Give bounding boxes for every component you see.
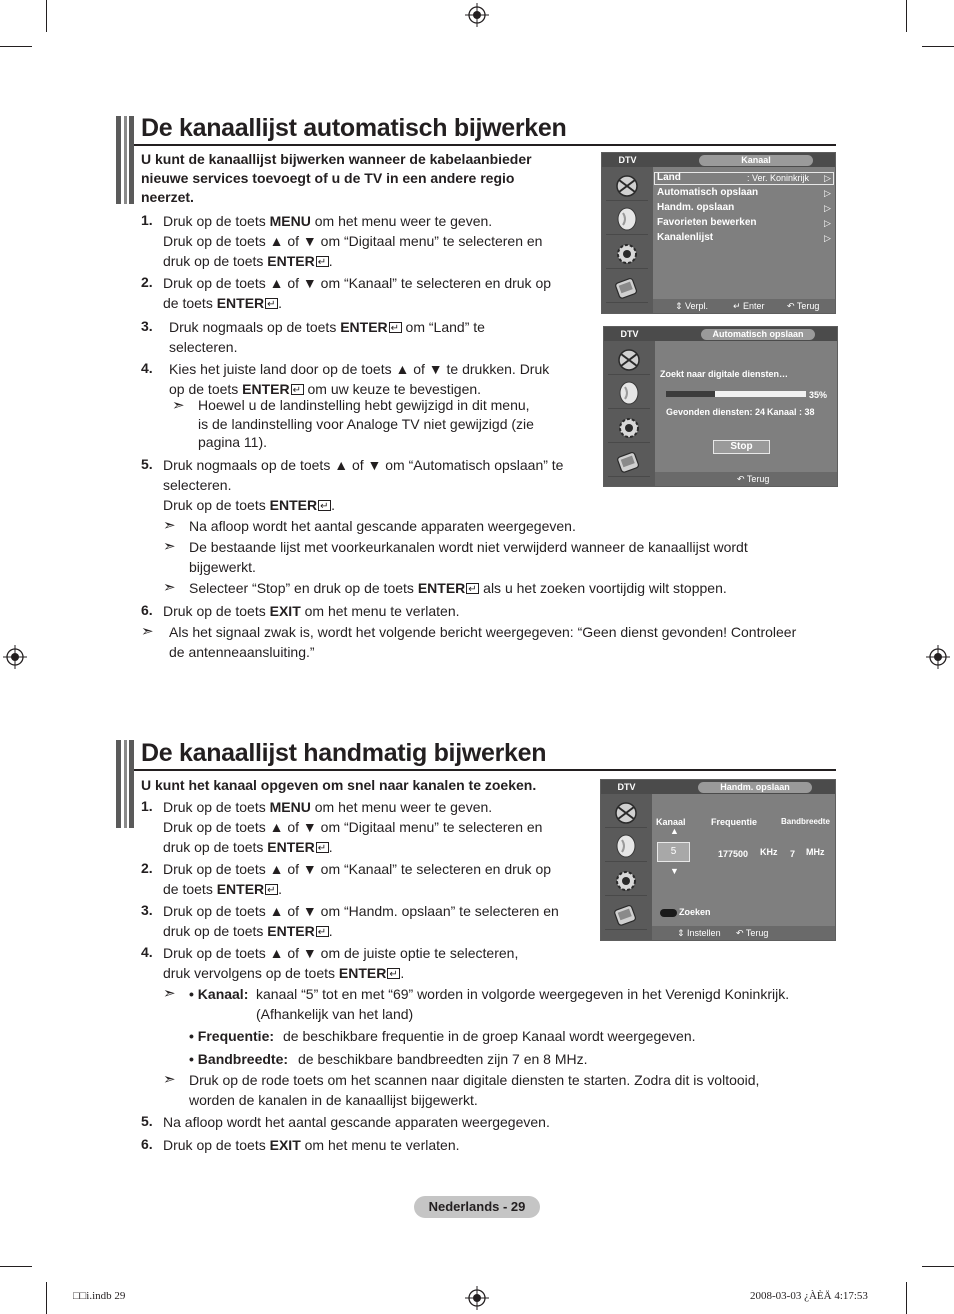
enter-key-icon xyxy=(466,583,479,594)
step-number: 5. xyxy=(141,456,153,472)
zoeken-label: Zoeken xyxy=(679,907,711,917)
progress-percent: 35% xyxy=(809,390,828,400)
footer-set: ⇕ Instellen xyxy=(677,928,721,938)
key-name: ENTER xyxy=(267,923,315,939)
section-intro: U kunt het kanaal opgeven om snel naar kanalen te zoeken. xyxy=(141,777,537,793)
disc-icon[interactable] xyxy=(608,379,650,409)
submenu-arrow-icon: ▷ xyxy=(824,203,831,213)
note-item xyxy=(163,537,900,577)
step-number: 5. xyxy=(141,1113,153,1129)
crop-mark xyxy=(0,46,32,47)
menu-item[interactable]: Automatisch opslaan xyxy=(657,187,759,198)
note-arrow-icon: ➣ xyxy=(163,517,176,534)
step-text: Druk op de rode toets om het scannen naar digitale diensten te starten. Zodra dit is voltooid, worden de kanalen in de kanaallijst bijgewerkt. xyxy=(189,1072,760,1108)
key-name: ENTER xyxy=(267,839,315,855)
registration-mark-icon xyxy=(3,645,27,669)
menu-item-value: : Ver. Koninkrijk xyxy=(747,173,810,183)
dtv-label: DTV xyxy=(602,153,653,167)
screen-title: Automatisch opslaan xyxy=(701,329,815,340)
satellite-icon[interactable] xyxy=(605,798,647,828)
note-arrow-icon: ➣ xyxy=(163,538,176,555)
down-arrow-icon[interactable]: ▼ xyxy=(670,866,679,876)
note-item xyxy=(163,1070,900,1110)
note-item xyxy=(163,578,900,598)
step-number: 2. xyxy=(141,274,153,290)
tv-footer xyxy=(652,926,835,940)
bullet-label: • Frequentie: xyxy=(189,1028,275,1044)
title-underline xyxy=(134,144,836,146)
registration-mark-icon xyxy=(926,645,950,669)
page-number-badge: Nederlands - 29 xyxy=(414,1196,540,1218)
note-arrow-icon: ➣ xyxy=(141,623,154,640)
crop-mark xyxy=(906,1282,907,1314)
crop-mark xyxy=(922,46,954,47)
key-name: ENTER xyxy=(216,295,265,311)
tv-header xyxy=(655,327,837,341)
tv-header xyxy=(652,780,835,794)
dtv-label: DTV xyxy=(601,780,652,794)
screen-title: Kanaal xyxy=(699,155,813,166)
bullet-text: de beschikbare frequentie in de groep Kanaal wordt weergegeven. xyxy=(283,1028,696,1044)
crop-mark xyxy=(0,1266,32,1267)
menu-item[interactable]: Favorieten bewerken xyxy=(657,217,757,228)
enter-key-icon xyxy=(291,384,304,395)
crop-mark xyxy=(46,0,47,32)
tv-footer xyxy=(655,472,837,486)
note-arrow-icon: ➣ xyxy=(163,985,176,1002)
bullet-text: de beschikbare bandbreedten zijn 7 en 8 MHz. xyxy=(298,1051,588,1067)
step-number: 4. xyxy=(141,944,153,960)
red-button-icon xyxy=(660,909,677,917)
submenu-arrow-icon: ▷ xyxy=(824,188,831,198)
submenu-arrow-icon: ▷ xyxy=(824,173,831,183)
col-kanaal: Kanaal xyxy=(656,817,686,827)
enter-key-icon xyxy=(316,926,329,937)
step-text: De bestaande lijst met voorkeurkanalen wordt niet verwijderd wanneer de kanaallijst wordt bijgewerkt. xyxy=(189,539,748,575)
bullet-item xyxy=(163,1049,883,1069)
submenu-arrow-icon: ▷ xyxy=(824,233,831,243)
key-name: MENU xyxy=(269,213,311,229)
key-name: ENTER xyxy=(216,881,265,897)
enter-key-icon xyxy=(387,968,400,979)
enter-key-icon xyxy=(318,500,331,511)
step-item xyxy=(141,943,900,983)
bullet-label: • Kanaal: xyxy=(189,986,249,1002)
key-name: ENTER xyxy=(417,580,466,596)
up-arrow-icon[interactable]: ▲ xyxy=(670,826,679,836)
key-name: ENTER xyxy=(338,965,387,981)
print-info-right: 2008-03-03 ¿ÀÈÄ 4:17:53 xyxy=(750,1290,868,1302)
step-text: Druk op de toets MENU om het menu weer te geven. Druk op de toets ▲ of ▼ om “Digitaal menu” te selecteren en druk op de toets ENTER↵ . xyxy=(163,797,542,857)
footer-return: ↶ Terug xyxy=(737,474,770,484)
step-text: Druk op de toets ▲ of ▼ om de juiste optie te selecteren, druk vervolgens op de toets ENTER↵ . xyxy=(163,943,518,983)
note-arrow-icon: ➣ xyxy=(163,1071,176,1088)
searching-text: Zoekt naar digitale diensten… xyxy=(660,369,789,379)
step-text: Druk op de toets ▲ of ▼ om “Kanaal” te selecteren en druk op de toets ENTER↵ . xyxy=(163,273,551,313)
footer-return: ↶ Terug xyxy=(787,301,820,311)
freq-unit: KHz xyxy=(760,847,778,857)
progress-fill xyxy=(666,391,715,397)
step-text: Druk op de toets EXIT om het menu te verlaten. xyxy=(163,603,460,619)
kanaal-value[interactable]: 5 xyxy=(657,842,690,862)
gear-icon[interactable] xyxy=(608,413,650,443)
step-number: 1. xyxy=(141,798,153,814)
remote-icon[interactable] xyxy=(608,447,650,477)
note-item xyxy=(163,516,900,536)
key-name: ENTER xyxy=(267,253,315,269)
band-value: 7 xyxy=(790,849,796,859)
menu-item[interactable]: Land xyxy=(657,172,681,183)
step-item xyxy=(141,601,900,621)
key-name: ENTER xyxy=(242,381,290,397)
stop-button[interactable]: Stop xyxy=(713,440,770,454)
menu-item[interactable]: Handm. opslaan xyxy=(657,202,735,213)
footer-enter: ↵ Enter xyxy=(733,301,765,311)
step-item xyxy=(141,1112,900,1132)
progress-track xyxy=(666,391,806,397)
crop-mark xyxy=(922,1266,954,1267)
registration-mark-icon xyxy=(465,3,489,27)
step-number: 3. xyxy=(141,902,153,918)
step-number: 6. xyxy=(141,602,153,618)
enter-key-icon xyxy=(265,884,278,895)
step-text: Hoewel u de landinstelling hebt gewijzigd in dit menu, is de landinstelling voor Analoge TV niet gewijzigd (zie pagina 11). xyxy=(198,397,534,450)
key-name: ENTER xyxy=(269,497,318,513)
step-text: Druk nogmaals op de toets ENTER↵ om “Land” te selecteren. xyxy=(169,317,485,357)
dtv-label: DTV xyxy=(604,327,655,341)
key-name: MENU xyxy=(269,799,311,815)
bullet-label: • Bandbreedte: xyxy=(189,1051,289,1067)
step-text: Druk nogmaals op de toets ▲ of ▼ om “Automatisch opslaan” te selecteren. Druk op de toets ENTER↵ . xyxy=(163,455,563,515)
menu-item[interactable]: Kanalenlijst xyxy=(657,232,714,243)
bullet-item xyxy=(163,1026,883,1046)
title-bar-decoration xyxy=(116,740,134,828)
step-number: 2. xyxy=(141,860,153,876)
title-bar-decoration xyxy=(116,116,134,204)
section-title: De kanaallijst automatisch bijwerken xyxy=(141,114,567,142)
channel-count: Kanaal : 38 xyxy=(767,407,815,417)
band-unit: MHz xyxy=(806,847,825,857)
step-text: Na afloop wordt het aantal gescande apparaten weergegeven. xyxy=(163,1114,550,1130)
tv-menu-screen-automatisch-opslaan xyxy=(603,326,838,487)
submenu-arrow-icon: ▷ xyxy=(824,218,831,228)
tv-header xyxy=(653,153,835,167)
screen-title: Handm. opslaan xyxy=(698,782,812,793)
bullet-text: kanaal “5” tot en met “69” worden in volgorde weergegeven in het Verenigd Koninkrijk. (Afhankelijk van het land) xyxy=(256,986,790,1022)
note-arrow-icon: ➣ xyxy=(172,397,185,414)
bullet-item xyxy=(163,984,883,1024)
freq-value: 177500 xyxy=(718,849,749,859)
print-info-left: □□i.indb 29 xyxy=(73,1290,126,1302)
step-text: Druk op de toets MENU om het menu weer te geven. Druk op de toets ▲ of ▼ om “Digitaal menu” te selecteren en druk op de toets ENTER↵ . xyxy=(163,211,542,271)
crop-mark xyxy=(46,1282,47,1314)
remote-icon[interactable] xyxy=(606,273,648,303)
tv-footer xyxy=(653,299,835,313)
title-underline xyxy=(134,769,836,771)
remote-icon[interactable] xyxy=(605,900,647,930)
col-bandbreedte: Bandbreedte xyxy=(781,817,830,826)
enter-key-icon xyxy=(265,298,278,309)
note-arrow-icon: ➣ xyxy=(163,579,176,596)
step-number: 6. xyxy=(141,1136,153,1152)
satellite-icon[interactable] xyxy=(608,345,650,375)
footer-move: ⇕ Verpl. xyxy=(675,301,709,311)
col-frequentie: Frequentie xyxy=(711,817,758,827)
step-text: Druk op de toets EXIT om het menu te verlaten. xyxy=(163,1137,460,1153)
step-number: 3. xyxy=(141,318,153,334)
step-text: Als het signaal zwak is, wordt het volgende bericht weergegeven: “Geen dienst gevonden! Controleer de antenneaansluiting.” xyxy=(169,624,797,660)
key-name: EXIT xyxy=(269,1137,301,1153)
step-text: Druk op de toets ▲ of ▼ om “Handm. opslaan” te selecteren en druk op de toets ENTER↵ . xyxy=(163,901,559,941)
found-services: Gevonden diensten: 24 xyxy=(666,407,766,417)
enter-key-icon xyxy=(316,842,329,853)
step-text: Na afloop wordt het aantal gescande apparaten weergegeven. xyxy=(189,518,576,534)
disc-icon[interactable] xyxy=(606,205,648,235)
registration-mark-icon xyxy=(465,1286,489,1310)
disc-icon[interactable] xyxy=(605,832,647,862)
section-intro: U kunt de kanaallijst bijwerken wanneer de kabelaanbieder nieuwe services toevoegt of u de TV in een andere regio neerzet. xyxy=(141,151,532,205)
tv-menu-screen-handm-opslaan xyxy=(600,779,836,941)
key-name: ENTER xyxy=(340,319,388,335)
crop-mark xyxy=(906,0,907,32)
enter-key-icon xyxy=(389,322,402,333)
enter-key-icon xyxy=(316,256,329,267)
gear-icon[interactable] xyxy=(605,866,647,896)
footer-return: ↶ Terug xyxy=(736,928,769,938)
step-text: Selecteer “Stop” en druk op de toets ENTER↵ als u het zoeken voortijdig wilt stoppen. xyxy=(189,578,727,598)
satellite-icon[interactable] xyxy=(606,171,648,201)
note-item xyxy=(141,622,900,662)
step-number: 1. xyxy=(141,212,153,228)
step-text: Druk op de toets ▲ of ▼ om “Kanaal” te selecteren en druk op de toets ENTER↵ . xyxy=(163,859,551,899)
tv-menu-screen-kanaal xyxy=(601,152,836,314)
step-item xyxy=(141,1135,900,1155)
step-text: Kies het juiste land door op de toets ▲ of ▼ te drukken. Druk op de toets ENTER↵ om uw keuze te bevestigen. xyxy=(169,359,549,399)
gear-icon[interactable] xyxy=(606,239,648,269)
step-number: 4. xyxy=(141,360,153,376)
section-title: De kanaallijst handmatig bijwerken xyxy=(141,739,547,767)
key-name: EXIT xyxy=(269,603,301,619)
